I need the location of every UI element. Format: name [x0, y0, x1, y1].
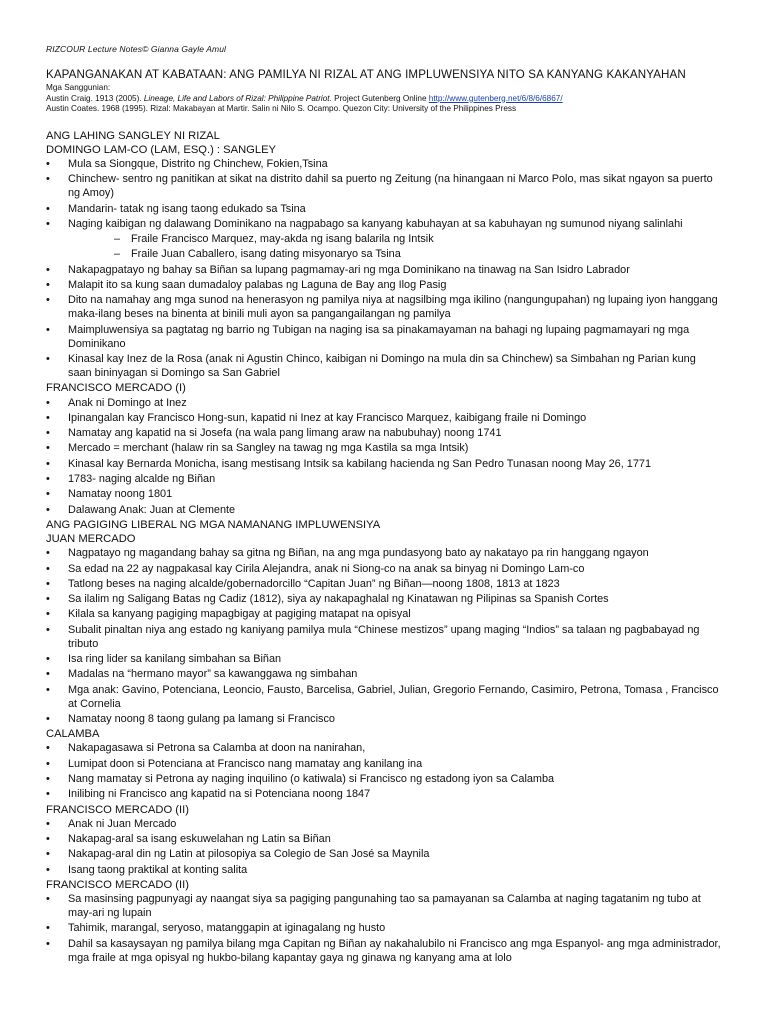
bullet-item: • Anak ni Domingo at Inez [46, 396, 722, 410]
bullet-list [46, 817, 722, 877]
bullet-item: • Tatlong beses na naging alcalde/gobernadorcillo “Capitan Juan” ng Biñan—noong 1808, 1813 at 1823 [46, 577, 722, 591]
section-heading: ANG LAHING SANGLEY NI RIZAL [46, 129, 220, 142]
section-heading: JUAN MERCADO [46, 533, 136, 546]
reference-2: Austin Coates. 1968 (1995). Rizal: Makabayan at Martir. Salin ni Nilo S. Ocampo. Quezon City: University of the Philippines Press [46, 104, 517, 113]
bullet-item: • Subalit pinaltan niya ang estado ng kaniyang pamilya mula “Chinese mestizos” upang maging “Indios” sa talaan ng pagbabayad ng tributo [46, 623, 722, 651]
bullet-item: • Namatay ang kapatid na si Josefa (na wala pang limang araw na nabubuhay) noong 1741 [46, 426, 722, 440]
bullet-item: • Kinasal kay Inez de la Rosa (anak ni Agustin Chinco, kaibigan ni Domingo na mula din sa Chinchew) sa Simbahan ng Parian kung saan bininyagan si Domingo sa San Gabriel [46, 352, 722, 380]
bullet-item: • Nakapagasawa si Petrona sa Calamba at doon na nanirahan, [46, 741, 722, 755]
bullet-item: • Mandarin- tatak ng isang taong edukado sa Tsina [46, 202, 722, 216]
document-title: KAPANGANAKAN AT KABATAAN: ANG PAMILYA NI RIZAL AT ANG IMPLUWENSIYA NITO SA KANYANG KAKANYAHAN [46, 68, 686, 81]
bullet-item: • Dahil sa kasaysayan ng pamilya bilang mga Capitan ng Biñan ay nakahalubilo ni Francisco ang mga Espanyol- ang mga administrador, mga fraile at mga opisyal ng hukbo-bilang kapantay gaya ng ginawa ng kanyang ama at lolo [46, 937, 722, 965]
section-heading: ANG PAGIGING LIBERAL NG MGA NAMANANG IMPLUWENSIYA [46, 518, 381, 531]
bullet-list [46, 892, 722, 965]
section-heading: FRANCISCO MERCADO (I) [46, 382, 186, 395]
bullet-item: • Namatay noong 8 taong gulang pa lamang si Francisco [46, 712, 722, 726]
bullet-item: • Anak ni Juan Mercado [46, 817, 722, 831]
bullet-item: • Nakapag-aral sa isang eskuwelahan ng Latin sa Biñan [46, 832, 722, 846]
section-heading: FRANCISCO MERCADO (II) [46, 803, 189, 816]
bullet-list [46, 741, 722, 801]
bullet-item: • Namatay noong 1801 [46, 487, 722, 501]
bullet-item: • Maimpluwensiya sa pagtatag ng barrio ng Tubigan na naging isa sa pinakamayaman na bahagi ng lupaing pagmamayari ng mga Dominikano [46, 323, 722, 351]
references [46, 83, 722, 115]
bullet-item: • 1783- naging alcalde ng Biñan [46, 472, 722, 486]
section-heading: DOMINGO LAM-CO (LAM, ESQ.) : SANGLEY [46, 143, 276, 156]
bullet-item: • Kinasal kay Bernarda Monicha, isang mestisang Intsik sa kabilang hacienda ng San Pedro Tunasan noong May 26, 1771 [46, 457, 722, 471]
bullet-item: • Madalas na “hermano mayor” sa kawanggawa ng simbahan [46, 667, 722, 681]
bullet-item: • Ipinangalan kay Francisco Hong-sun, kapatid ni Inez at kay Francisco Marquez, kaibigang fraile ni Domingo [46, 411, 722, 425]
section-heading: FRANCISCO MERCADO (II) [46, 878, 189, 891]
sub-bullet-list [46, 232, 722, 261]
bullet-list [46, 546, 722, 726]
sub-bullet-item: – Fraile Juan Caballero, isang dating misyonaryo sa Tsina [46, 247, 722, 261]
bullet-list [46, 396, 722, 517]
bullet-item: • Nakapag-aral din ng Latin at pilosopiya sa Colegio de San José sa Maynila [46, 847, 722, 861]
bullet-item: • Malapit ito sa kung saan dumadaloy palabas ng Laguna de Bay ang Ilog Pasig [46, 278, 722, 292]
bullet-item: • Mula sa Siongque, Distrito ng Chinchew, Fokien,Tsina [46, 157, 722, 171]
bullet-item: • Dalawang Anak: Juan at Clemente [46, 503, 722, 517]
bullet-item: • Mga anak: Gavino, Potenciana, Leoncio, Fausto, Barcelisa, Gabriel, Julian, Gregorio Fernando, Casimiro, Petrona, Tomasa , Francisco at Cornelia [46, 683, 722, 711]
bullet-item: • Dito na namahay ang mga sunod na henerasyon ng pamilya niya at nagsilbing mga ikilino (nangungupahan) ng lupaing iyon hanggang maka-ilang beses na binenta at binili muli ayon sa pangangailangan ng pamilya [46, 293, 722, 321]
bullet-item: • Nakapagpatayo ng bahay sa Biñan sa lupang pagmamay-ari ng mga Dominikano na tinawag na San Isidro Labrador [46, 263, 722, 277]
bullet-item: • Naging kaibigan ng dalawang Dominikano na nagpabago sa kanyang kabuhayan at sa kabuhayan ng sumunod niyang salinlahi [46, 217, 722, 231]
bullet-list [46, 157, 722, 380]
bullet-item: • Tahimik, marangal, seryoso, matanggapin at iginagalang ng husto [46, 921, 722, 935]
running-header: RIZCOUR Lecture Notes© Gianna Gayle Amul [46, 44, 227, 54]
reference-1 [46, 94, 722, 105]
bullet-item: • Sa edad na 22 ay nagpakasal kay Cirila Alejandra, anak ni Siong-co na anak sa binyag ni Domingo Lam-co [46, 562, 722, 576]
reference-1-source: Project Gutenberg Online [331, 93, 429, 103]
bullet-item: • Sa ilalim ng Saligang Batas ng Cadiz (1812), siya ay nakapaghalal ng Kinatawan ng Pilipinas sa Spanish Cortes [46, 592, 722, 606]
reference-1-title: Lineage, Life and Labors of Rizal: Philippine Patriot. [143, 93, 332, 103]
bullet-item: • Inilibing ni Francisco ang kapatid na si Potenciana noong 1847 [46, 787, 722, 801]
references-label: Mga Sanggunian: [46, 83, 111, 92]
bullet-item: • Chinchew- sentro ng panitikan at sikat na distrito dahil sa puerto ng Zeitung (na hinangaan ni Marco Polo, mas sikat ngayon sa puerto ng Amoy) [46, 172, 722, 200]
bullet-item: • Isa ring lider sa kanilang simbahan sa Biñan [46, 652, 722, 666]
bullet-item: • Sa masinsing pagpunyagi ay naangat siya sa pagiging pangunahing tao sa pamayanan sa Calamba at naging tagatanim ng tubo at may-ari ng lupain [46, 892, 722, 920]
bullet-item: • Isang taong praktikal at konting salita [46, 863, 722, 877]
bullet-item: • Kilala sa kanyang pagiging mapagbigay at pagiging matapat na opisyal [46, 607, 722, 621]
notes-body [46, 129, 722, 965]
sub-bullet-item: – Fraile Francisco Marquez, may-akda ng isang balarila ng Intsik [46, 232, 722, 246]
bullet-item: • Lumipat doon si Potenciana at Francisco nang mamatay ang kanilang ina [46, 757, 722, 771]
bullet-item: • Mercado = merchant (halaw rin sa Sangley na tawag ng mga Kastila sa mga Intsik) [46, 441, 722, 455]
bullet-item: • Nagpatayo ng magandang bahay sa gitna ng Biñan, na ang mga pundasyong bato ay nakatayo pa rin hanggang ngayon [46, 546, 722, 560]
reference-1-author: Austin Craig. 1913 (2005). [46, 93, 144, 103]
section-heading: CALAMBA [46, 728, 100, 741]
reference-1-link[interactable]: http://www.gutenberg.net/6/8/6/6867/ [428, 93, 563, 103]
bullet-item: • Nang mamatay si Petrona ay naging inquilino (o katiwala) si Francisco ng estadong iyon sa Calamba [46, 772, 722, 786]
